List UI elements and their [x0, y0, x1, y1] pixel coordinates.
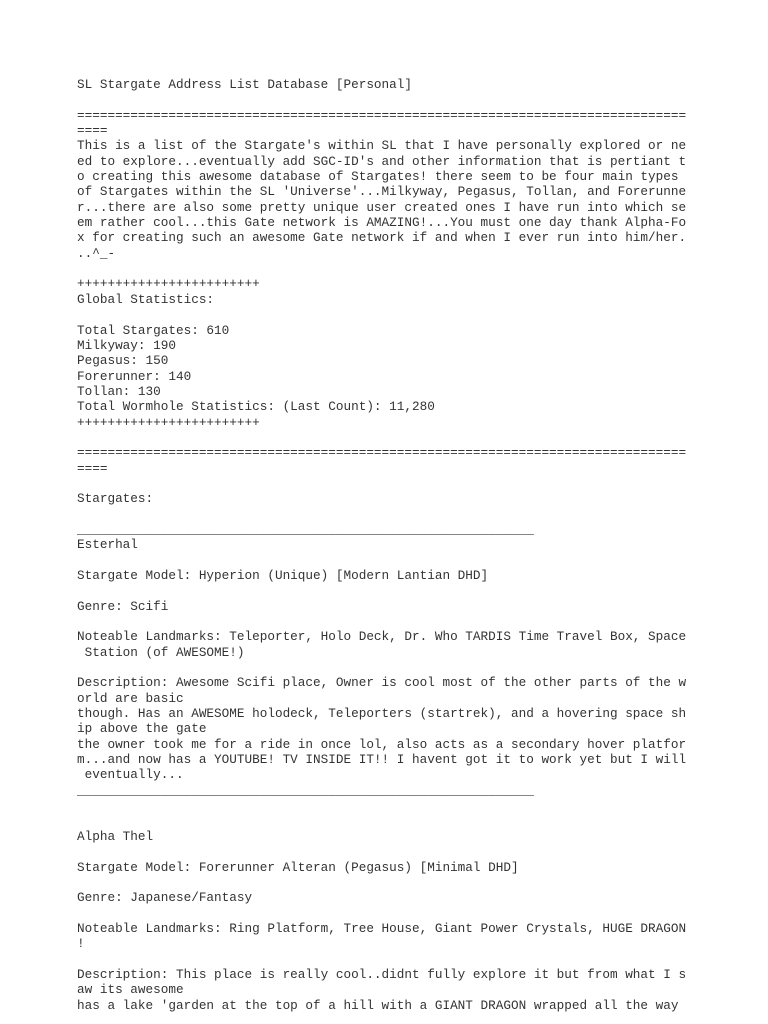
intro-line: o creating this awesome database of Stargates! there seem to be four main types — [77, 169, 679, 185]
entry-description: aw its awesome — [77, 982, 184, 998]
entry-description: Description: Awesome Scifi place, Owner is cool most of the other parts of the w — [77, 675, 687, 691]
stargates-header: Stargates: — [77, 491, 154, 507]
intro-line: x for creating such an awesome Gate network if and when I ever run into him/her. — [77, 230, 687, 246]
intro-line: of Stargates within the SL 'Universe'...Milkyway, Pegasus, Tollan, and Forerunne — [77, 184, 687, 200]
intro-line: ed to explore...eventually add SGC-ID's and other information that is pertiant t — [77, 153, 687, 169]
entry-landmarks: Noteable Landmarks: Teleporter, Holo Deck, Dr. Who TARDIS Time Travel Box, Space — [77, 629, 687, 645]
entry-description: ip above the gate — [77, 721, 207, 737]
document-title: SL Stargate Address List Database [Personal] — [77, 77, 413, 92]
stat-wormhole: Total Wormhole Statistics: (Last Count): 11,280 — [77, 399, 435, 415]
intro-line: This is a list of the Stargate's within SL that I have personally explored or ne — [77, 138, 687, 154]
separator-line: ================================================================================ — [77, 445, 687, 461]
plus-line: ++++++++++++++++++++++++ — [77, 276, 260, 292]
entry-description: though. Has an AWESOME holodeck, Teleporters (startrek), and a hovering space sh — [77, 706, 687, 722]
separator-line: ================================================================================ — [77, 107, 687, 123]
separator-tail: ==== — [77, 460, 108, 476]
entry-description: the owner took me for a ride in once lol, also acts as a secondary hover platfor — [77, 736, 687, 752]
entry-landmarks: Noteable Landmarks: Ring Platform, Tree House, Giant Power Crystals, HUGE DRAGON — [77, 920, 687, 936]
global-stats-header: Global Statistics: — [77, 291, 215, 307]
separator-tail: ==== — [77, 123, 108, 139]
entry-genre: Genre: Scifi — [77, 598, 169, 614]
rule-line: ____________________________________________________________ — [77, 782, 534, 798]
stat-total: Total Stargates: 610 — [77, 322, 230, 338]
intro-line: em rather cool...this Gate network is AMAZING!...You must one day thank Alpha-Fo — [77, 215, 687, 231]
stat-pegasus: Pegasus: 150 — [77, 353, 169, 369]
entry-genre: Genre: Japanese/Fantasy — [77, 890, 253, 906]
entry-description: eventually... — [77, 767, 184, 783]
entry-landmarks: Station (of AWESOME!) — [77, 644, 245, 660]
intro-line: r...there are also some pretty unique user created ones I have run into which se — [77, 199, 687, 215]
entry-name: Esterhal — [77, 537, 138, 553]
entry-landmarks: ! — [77, 936, 85, 952]
stat-milkyway: Milkyway: 190 — [77, 337, 176, 353]
plus-line: ++++++++++++++++++++++++ — [77, 414, 260, 430]
stat-tollan: Tollan: 130 — [77, 383, 161, 399]
entry-model: Stargate Model: Hyperion (Unique) [Modern Lantian DHD] — [77, 568, 489, 583]
entry-description: orld are basic — [77, 690, 184, 706]
entry-name: Alpha Thel — [77, 828, 154, 844]
intro-line: ..^_- — [77, 245, 116, 261]
entry-description: has a lake 'garden at the top of a hill with a GIANT DRAGON wrapped all the way — [77, 997, 679, 1013]
rule-line: ____________________________________________________________ — [77, 521, 534, 537]
stat-forerunner: Forerunner: 140 — [77, 368, 192, 384]
document-text — [77, 77, 757, 1013]
entry-model: Stargate Model: Forerunner Alteran (Pegasus) [Minimal DHD] — [77, 859, 519, 875]
entry-description: Description: This place is really cool..didnt fully explore it but from what I s — [77, 966, 687, 982]
entry-description: m...and now has a YOUTUBE! TV INSIDE IT!! I havent got it to work yet but I will — [77, 752, 687, 768]
